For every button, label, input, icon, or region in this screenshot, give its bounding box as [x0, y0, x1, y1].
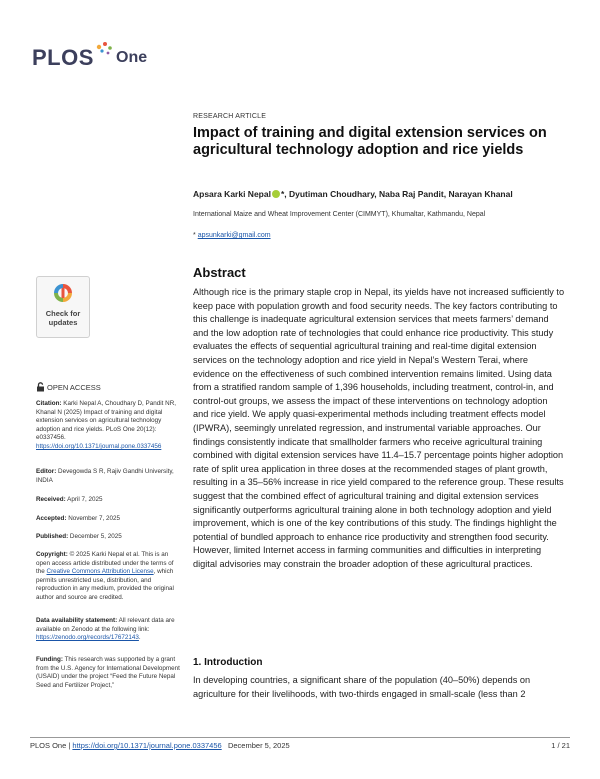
data-availability-text: All relevant data are available on Zenodo at the following link:: [36, 617, 175, 633]
logo-text: PLOS: [32, 45, 94, 70]
footer-divider: [30, 737, 570, 738]
cc-license-link[interactable]: Creative Commons Attribution License: [46, 568, 154, 576]
editor-text: Devegowda S R, Rajiv Gandhi University, INDIA: [36, 468, 174, 484]
data-availability-end: .: [138, 634, 141, 642]
check-for-updates-icon: [51, 281, 75, 309]
published-date: December 5, 2025: [68, 533, 122, 540]
check-for-updates-button[interactable]: [36, 276, 90, 338]
copyright-block: [36, 551, 184, 603]
introduction-heading: 1. Introduction: [193, 657, 263, 668]
correspondence: [193, 232, 271, 239]
received-date: April 7, 2025: [65, 496, 103, 503]
orcid-icon[interactable]: [272, 190, 280, 198]
page-number: 1 / 21: [551, 741, 570, 750]
open-lock-icon: [36, 382, 45, 392]
published-block: [36, 533, 184, 542]
funding-label: Funding:: [36, 656, 63, 663]
email-marker: *: [193, 232, 196, 239]
abstract-body: Although rice is the primary staple crop in Nepal, its yields have not increased sufficiently to keep pace with population growth and food security needs. The key factors contributing to this challenge is inadequate agricultural extension services that meets farmers’ demand and the low adoption rate of technologies that could enhance rice productivity. This study evaluates the effects of sequential agricultural training and real-time digital extension services on the technology adoption and rice yield in Nepal’s Western Terai, where evidence on the effectiveness of such combined intervention remains limited. Using data from a stratified random sample of 1,396 households, including treatment, control-in, and control-out groups, we assess the impact of these interventions on technology adoption and rice yield. We apply quasi-experimental methods including treatment effects model (IPWRA), seemingly unrelated regression, and instrumental variable approaches. Our findings consistently indicate that smallholder farmers who receive agricultural training combined with digital extension services have 11.4–15.7 percentage points higher adoption rate of split urea application in three doses at the recommended stages of plant growth, resulting in a 35–56% increase in rice yield compared to the reference group. These results suggest that the combined effect of agricultural training and digital extension services significantly outperforms agricultural training alone in both technology adoption and yield improvement, which is one of the key contributions of this study. The findings highlight the potential of bundled approach to enhance rice productivity and strengthen food security. However, limited Internet access in farming communities and difficulties in interpreting digital advisories may constrain the broader adoption of these agricultural practices.: [193, 287, 565, 569]
accepted-date: November 7, 2025: [66, 515, 121, 522]
zenodo-link[interactable]: https://zenodo.org/records/17672143: [36, 634, 139, 642]
citation-block: [36, 400, 184, 452]
received-label: Received:: [36, 496, 66, 503]
funding-block: [36, 656, 184, 690]
data-availability-block: [36, 617, 184, 643]
open-access-text: OPEN ACCESS: [47, 383, 101, 392]
author-first[interactable]: Apsara Karki Nepal: [193, 189, 271, 199]
editor-label: Editor:: [36, 468, 57, 475]
funding-text: This research was supported by a grant from the U.S. Agency for International Development (USAID) under the project “Feed the Future Nepal Seed and Fertilizer Project,”: [36, 656, 180, 689]
accepted-label: Accepted:: [36, 515, 67, 522]
check-for-updates-label: [37, 310, 89, 327]
received-block: [36, 496, 184, 505]
author-rest[interactable]: *, Dyutiman Choudhary, Naba Raj Pandit, Narayan Khanal: [280, 189, 513, 199]
citation-text: Karki Nepal A, Choudhary D, Pandit NR, Khanal N (2025) Impact of training and digital extension services on agricultural technology adoption and rice yields. PLoS One 20(12): e0337456.: [36, 400, 176, 442]
published-label: Published:: [36, 533, 69, 540]
author-list: [193, 189, 573, 199]
copyright-text-end: , which permits unrestricted use, distribution, and reproduction in any medium, provided the original author and source are credited.: [36, 568, 174, 601]
footer-doi-link[interactable]: https://doi.org/10.1371/journal.pone.0337456: [72, 741, 222, 750]
citation-doi-link[interactable]: https://doi.org/10.1371/journal.pone.0337456: [36, 442, 162, 450]
accepted-block: [36, 515, 184, 524]
abstract-heading: Abstract: [193, 265, 246, 280]
footer-journal: PLOS One: [30, 741, 67, 750]
footer-date: December 5, 2025: [227, 741, 290, 750]
introduction-body: In developing countries, a significant share of the population (40–50%) depends on agriculture for their livelihoods, with two-thirds engaged in small-scale (less than 2: [193, 675, 531, 699]
editor-block: [36, 468, 184, 485]
data-availability-label: Data availability statement:: [36, 617, 118, 624]
copyright-label: Copyright:: [36, 551, 68, 558]
citation-label: Citation:: [36, 400, 62, 407]
article-type: RESEARCH ARTICLE: [193, 113, 267, 120]
check-updates-line1: Check for: [45, 309, 81, 318]
article-title: Impact of training and digital extension services on agricultural technology adoption and rice yields: [193, 125, 547, 158]
affiliation: International Maize and Wheat Improvement Center (CIMMYT), Khumaltar, Kathmandu, Nepal: [193, 211, 486, 218]
check-updates-line2: updates: [48, 317, 78, 327]
plos-one-logo[interactable]: [32, 44, 172, 72]
logo-suffix: One: [116, 49, 148, 66]
email-link[interactable]: apsunkarki@gmail.com: [197, 232, 271, 239]
footer-separator: |: [66, 741, 73, 750]
plos-logo-icon: [90, 38, 116, 64]
copyright-text: © 2025 Karki Nepal et al. This is an open access article distributed under the terms of the: [36, 551, 174, 576]
footer-citation: [30, 741, 290, 750]
open-access-label: [36, 382, 101, 392]
